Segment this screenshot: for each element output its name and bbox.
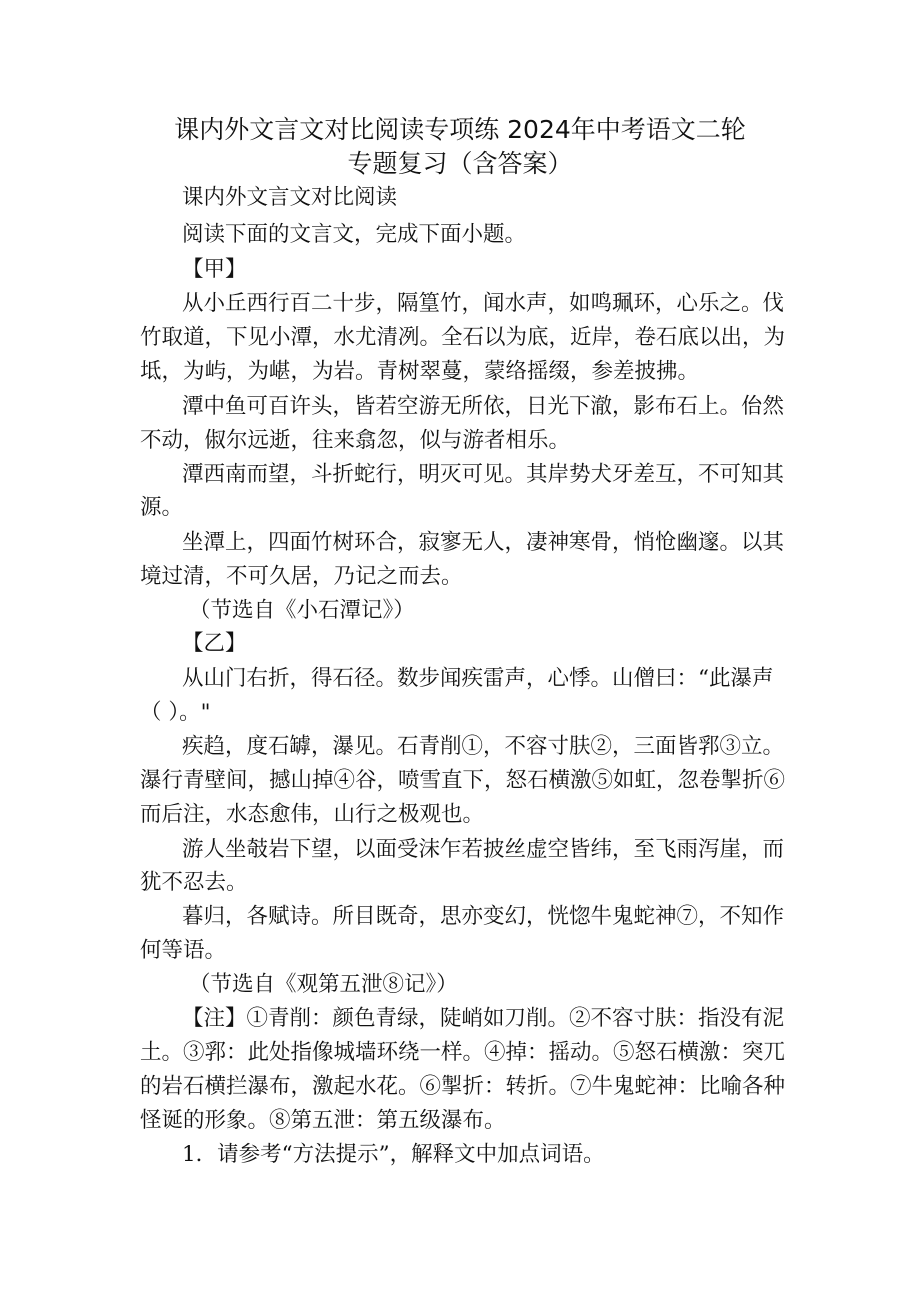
- passage-jia-label: 【甲】: [182, 257, 247, 282]
- passage-jia-p4-line-1: 坐潭上，四面竹树环合，寂寥无人，凄神寒骨，悄怆幽邃。以其: [182, 530, 785, 555]
- passage-yi-p4-line-1: 暮归，各赋诗。所目既奇，思亦变幻，恍惚牛鬼蛇神⑦，不知作: [182, 904, 785, 929]
- reading-instruction: 阅读下面的文言文，完成下面小题。: [182, 222, 527, 247]
- notes-line-2: 土。③郛：此处指像城墙环绕一样。④掉：摇动。⑤怒石横激：突兀: [140, 1040, 786, 1065]
- section-subtitle: 课内外文言文对比阅读: [182, 185, 398, 210]
- passage-jia-p3-line-1: 潭西南而望，斗折蛇行，明灭可见。其岸势犬牙差互，不可知其: [182, 462, 785, 487]
- passage-yi-p1-line-1: 从山门右折，得石径。数步闻疾雷声，心悸。山僧曰：“此瀑声: [182, 666, 774, 691]
- passage-jia-p2-line-1: 潭中鱼可百许头，皆若空游无所依，日光下澈，影布石上。佁然: [182, 394, 785, 419]
- passage-jia-p3-line-2: 源。: [140, 495, 184, 520]
- passage-yi-source: （节选自《观第五泄⑧记》）: [189, 972, 458, 997]
- notes-line-4: 怪诞的形象。⑧第五泄：第五级瀑布。: [140, 1108, 506, 1133]
- passage-jia-p4-line-2: 境过清，不可久居，乃记之而去。: [140, 564, 463, 589]
- notes-line-3: 的岩石横拦瀑布，激起水花。⑥掣折：转折。⑦牛鬼蛇神：比喻各种: [140, 1074, 786, 1099]
- passage-yi-p3-line-2: 犹不忍去。: [140, 870, 248, 895]
- passage-jia-p1-line-2: 竹取道，下见小潭，水尤清冽。全石以为底，近岸，卷石底以出，为: [140, 325, 786, 350]
- question-1: 1．请参考“方法提示”，解释文中加点词语。: [182, 1142, 605, 1167]
- passage-jia-p1-line-1: 从小丘西行百二十步，隔篁竹，闻水声，如鸣珮环，心乐之。伐: [182, 291, 785, 316]
- passage-jia-source: （节选自《小石潭记》）: [189, 598, 415, 623]
- document-title-line-2: 专题复习（含答案）: [347, 149, 573, 178]
- passage-yi-p2-line-1: 疾趋，度石罅，瀑见。石青削①，不容寸肤②，三面皆郛③立。: [182, 734, 785, 759]
- passage-yi-p2-line-3: 而后注，水态愈伟，山行之极观也。: [140, 802, 485, 827]
- passage-yi-p1-line-2: （ ）。": [140, 700, 211, 725]
- passage-yi-p4-line-2: 何等语。: [140, 938, 227, 963]
- passage-yi-p2-line-2: 瀑行青壁间，撼山掉④谷，喷雪直下，怒石横激⑤如虹，忽卷掣折⑥: [140, 768, 786, 793]
- passage-yi-label: 【乙】: [182, 631, 247, 656]
- passage-jia-p1-line-3: 坻，为屿，为嵁，为岩。青树翠蔓，蒙络摇缀，参差披拂。: [140, 359, 700, 384]
- passage-jia-p2-line-2: 不动，俶尔远逝，往来翕忽，似与游者相乐。: [140, 428, 571, 453]
- passage-yi-p3-line-1: 游人坐攲岩下望，以面受沫乍若披丝虚空皆纬，至飞雨泻崖，而: [182, 837, 785, 862]
- notes-line-1: 【注】①青削：颜色青绿，陡峭如刀削。②不容寸肤：指没有泥: [182, 1006, 785, 1031]
- document-title-line-1: 课内外文言文对比阅读专项练 2024年中考语文二轮: [174, 115, 746, 144]
